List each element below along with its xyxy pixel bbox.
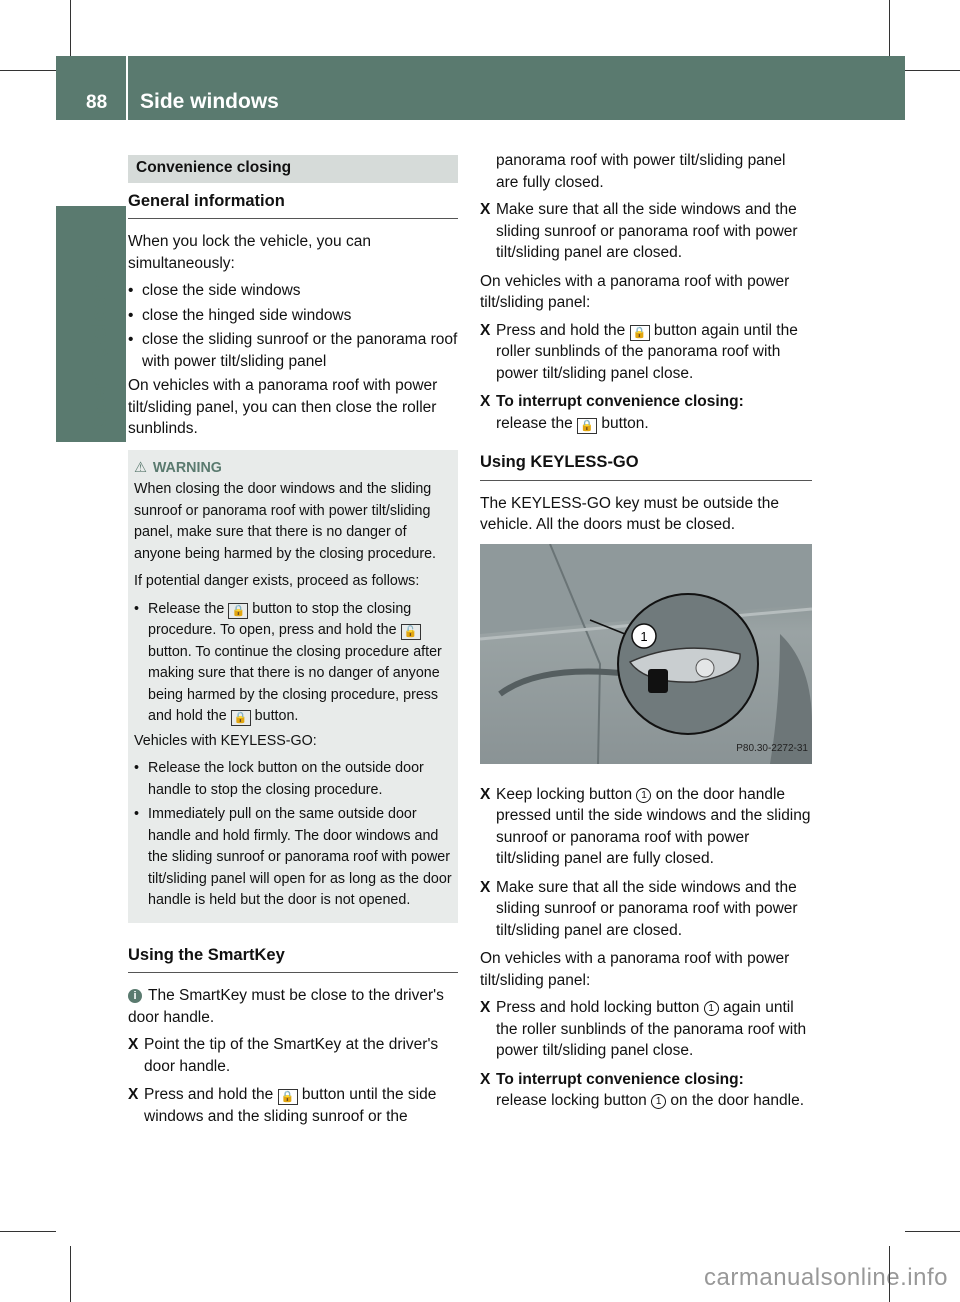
crop-mark — [70, 0, 71, 56]
list-item: • close the hinged side windows — [128, 306, 352, 324]
keyless-intro: Vehicles with KEYLESS-GO: — [134, 732, 317, 749]
lock-icon: 🔒 — [577, 418, 597, 434]
watermark: carmanualsonline.info — [704, 1264, 948, 1291]
smartkey-info: i The SmartKey must be close to the driver's door handle. — [128, 987, 444, 1026]
keyless-heading: Using KEYLESS-GO — [480, 452, 812, 481]
crop-mark — [905, 70, 960, 71]
info-icon: i — [128, 989, 142, 1003]
left-column — [128, 155, 458, 1134]
callout-marker: 1 — [636, 788, 651, 803]
callout-marker: 1 — [704, 1001, 719, 1016]
crop-mark — [889, 0, 890, 56]
step-item: X To interrupt convenience closing: release locking button 1 on the door handle. — [480, 1070, 805, 1109]
lock-icon: 🔒 — [630, 325, 650, 341]
warning-triangle-icon: ⚠ — [134, 459, 147, 476]
step-item: X Press and hold the 🔒 button again until the roller sunblinds of the panorama roof with power tilt/sliding panel close. — [480, 321, 798, 382]
step-item: X Keep locking button 1 on the door handle pressed until the side windows and the sliding sunroof or panorama roof with power tilt/sliding panel are fully closed. — [480, 785, 811, 867]
keyless-intro: The KEYLESS-GO key must be outside the vehicle. All the doors must be closed. — [480, 494, 779, 533]
warning-text: When closing the door windows and the sliding sunroof or panorama roof with power tilt/sliding panel, make sure that there is no danger of anyone being harmed by the closing procedure. — [134, 481, 437, 562]
step-item: X Make sure that all the side windows and the sliding sunroof or panorama roof with power tilt/sliding panel are closed. — [480, 878, 798, 939]
step-item: X Press and hold locking button 1 again until the roller sunblinds of the panorama roof with power tilt/sliding panel close. — [480, 999, 807, 1059]
continued-text: panorama roof with power tilt/sliding panel are fully closed. — [496, 152, 786, 191]
warning-title: WARNING — [152, 459, 222, 476]
danger-intro: If potential danger exists, proceed as follows: — [134, 573, 420, 589]
list-item: • close the sliding sunroof or the panorama roof with power tilt/sliding panel — [128, 331, 458, 370]
convenience-heading: Convenience closing — [128, 155, 458, 183]
unlock-icon: 🔓 — [401, 624, 421, 640]
lock-icon: 🔒 — [228, 603, 248, 619]
warning-box — [128, 450, 458, 923]
door-handle-figure — [480, 544, 812, 764]
smartkey-heading: Using the SmartKey — [128, 945, 458, 974]
section-title: Side windows — [140, 90, 279, 113]
crop-mark — [70, 1246, 71, 1302]
lock-icon: 🔒 — [231, 710, 251, 726]
panorama-note: On vehicles with a panorama roof with power tilt/sliding panel: — [480, 272, 790, 311]
list-item: • Immediately pull on the same outside door handle and hold firmly. The door windows and the sliding sunroof or panorama roof with power tilt/sliding panel will open for as long as the door handle is held but the door is not opened. — [134, 806, 452, 908]
crop-mark — [905, 1231, 960, 1232]
callout-marker: 1 — [651, 1094, 666, 1109]
list-item: • Release the lock button on the outside door handle to stop the closing procedure. — [134, 760, 424, 798]
step-item: X Make sure that all the side windows and the sliding sunroof or panorama roof with power tilt/sliding panel are closed. — [480, 201, 798, 261]
door-handle-illustration — [480, 544, 812, 764]
list-item: • close the side windows — [128, 282, 301, 299]
step-item: X Press and hold the 🔒 button until the side windows and the sliding sunroof or the — [128, 1086, 437, 1125]
panorama-note: On vehicles with a panorama roof with power tilt/sliding panel: — [480, 950, 790, 989]
page-number: 88 — [86, 92, 108, 113]
general-heading: General information — [128, 191, 458, 220]
crop-mark — [0, 70, 56, 71]
crop-mark — [0, 1231, 56, 1232]
chapter-label: Opening/closing — [88, 265, 111, 430]
header-separator — [126, 56, 128, 120]
step-item: X Point the tip of the SmartKey at the driver's door handle. — [128, 1036, 439, 1075]
svg-text:1: 1 — [640, 628, 648, 644]
intro-text: When you lock the vehicle, you can simultaneously: — [128, 233, 371, 272]
lock-icon: 🔒 — [278, 1089, 298, 1105]
figure-caption: P80.30-2272-31 — [736, 743, 808, 754]
roller-sunblind-note: On vehicles with a panorama roof with power tilt/sliding panel, you can then close the roller sunblinds. — [128, 377, 438, 437]
list-item: • Release the 🔒 button to stop the closing procedure. To open, press and hold the 🔓 button. To continue the closing procedure after making sure that there is no danger of anyone being harmed by the closing procedure, press and hold the 🔒 button. — [134, 600, 442, 724]
right-column — [480, 150, 812, 1119]
step-item: X To interrupt convenience closing: release the 🔒 button. — [480, 393, 744, 432]
